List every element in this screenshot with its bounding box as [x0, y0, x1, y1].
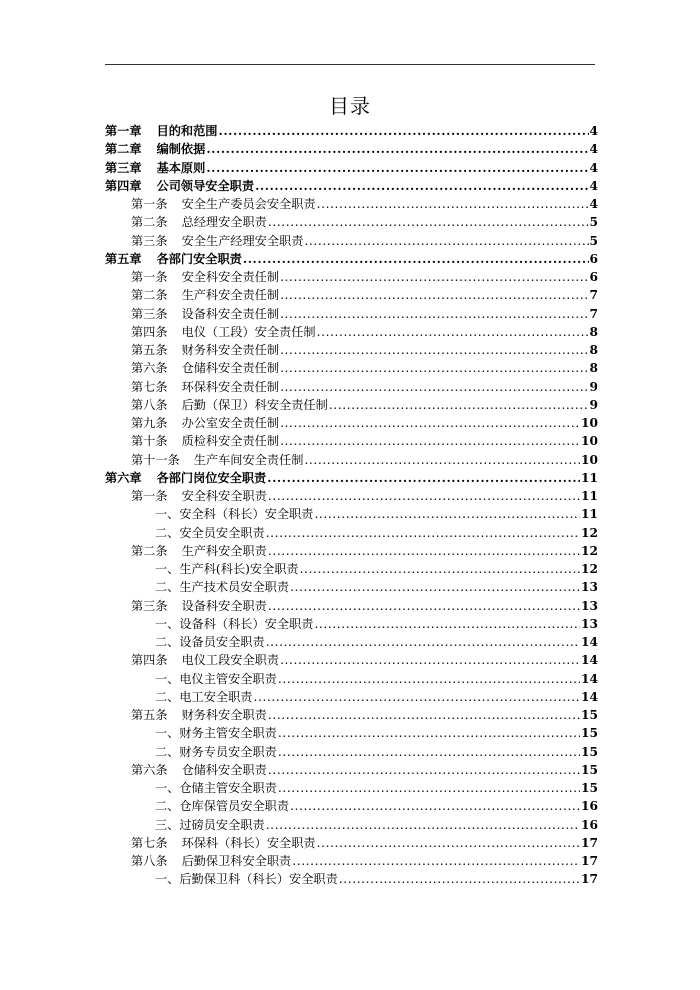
toc-entry[interactable]: [105, 597, 598, 615]
toc-entry-label: 生产科安全责任制: [181, 288, 280, 303]
toc-entry-label: 电仪工段安全职责: [181, 653, 280, 668]
toc-entry-text: [155, 524, 265, 542]
toc-entry-text: [131, 286, 279, 304]
toc-entry[interactable]: [105, 633, 598, 651]
toc-entry[interactable]: [105, 469, 598, 487]
toc-entry-text: [155, 797, 289, 815]
toc-entry[interactable]: [105, 378, 598, 396]
toc-dot-leader: [280, 268, 588, 286]
toc-entry-label: 财务科安全责任制: [181, 343, 280, 357]
toc-entry-label: 二、安全员安全职责: [155, 525, 265, 540]
toc-entry-text: [155, 670, 277, 688]
toc-page-number: 14: [581, 653, 598, 668]
toc-entry-text: [131, 761, 267, 779]
toc-entry-text: [131, 195, 316, 213]
toc-dot-leader: [268, 487, 580, 505]
toc-dot-leader: [290, 578, 580, 596]
toc-entry-label: 安全科安全责任制: [181, 270, 280, 284]
toc-entry-text: [155, 505, 313, 523]
toc-page-number: 13: [581, 616, 598, 631]
toc-entry-label: 电仪（工段）安全责任制: [181, 324, 316, 339]
toc-entry-label: 办公室安全责任制: [181, 416, 280, 430]
toc-page-number: 6: [589, 251, 598, 266]
toc-dot-leader: [278, 779, 580, 797]
toc-dot-leader: [304, 451, 580, 469]
toc-entry-number: 第三条: [131, 306, 168, 321]
toc-page-number: 12: [581, 543, 598, 558]
toc-entry-label: 各部门岗位安全职责: [156, 470, 267, 485]
toc-entry-text: [131, 396, 328, 414]
toc-dot-leader: [268, 213, 589, 231]
toc-entry-label: 安全生产委员会安全职责: [181, 197, 316, 211]
toc-page-number: 15: [581, 708, 598, 722]
toc-dot-leader: [243, 250, 589, 268]
toc-dot-leader: [280, 378, 588, 396]
toc-entry[interactable]: [105, 651, 598, 669]
toc-page-number: 13: [581, 580, 598, 595]
toc-dot-leader: [266, 633, 580, 651]
toc-entry-text: [131, 451, 303, 469]
toc-entry[interactable]: [105, 268, 598, 286]
toc-page-number: 7: [589, 288, 598, 303]
toc-entry-text: [105, 469, 266, 487]
toc-entry-text: [131, 232, 303, 250]
toc-entry-number: 第四条: [131, 653, 168, 668]
toc-dot-leader: [267, 469, 580, 487]
toc-dot-leader: [317, 323, 589, 341]
toc-page-number: 4: [589, 160, 598, 175]
toc-entry-label: 环保科（科长）安全职责: [181, 835, 316, 850]
toc-page-number: 13: [581, 598, 598, 613]
toc-entry-text: [155, 743, 277, 761]
toc-dot-leader: [268, 761, 580, 779]
toc-entry-number: 第一条: [131, 270, 168, 284]
toc-entry[interactable]: [105, 432, 598, 450]
toc-page-number: 8: [589, 343, 598, 357]
toc-entry-label: 仓储科安全职责: [181, 762, 267, 777]
toc-dot-leader: [280, 286, 588, 304]
toc-entry-number: 第二条: [131, 288, 168, 303]
toc-entry[interactable]: [105, 140, 598, 158]
toc-entry[interactable]: [105, 396, 598, 414]
toc-entry-number: 第五章: [105, 251, 142, 266]
toc-entry[interactable]: [105, 615, 598, 633]
toc-dot-leader: [300, 560, 580, 578]
toc-entry[interactable]: [105, 213, 598, 231]
toc-entry[interactable]: [105, 560, 598, 578]
toc-entry-label: 编制依据: [156, 142, 206, 157]
toc-entry-number: 第三条: [131, 233, 168, 248]
toc-entry-label: 总经理安全职责: [181, 215, 267, 230]
toc-page-number: 12: [581, 562, 598, 576]
toc-entry[interactable]: [105, 852, 598, 870]
toc-entry-label: 安全科安全职责: [181, 489, 267, 503]
toc-entry-text: [105, 250, 242, 268]
toc-entry[interactable]: [105, 870, 598, 888]
toc-entry-text: [155, 870, 338, 888]
toc-page-number: 4: [589, 178, 598, 193]
toc-entry-label: 安全生产经理安全职责: [181, 233, 304, 248]
toc-entry-text: [131, 542, 267, 560]
toc-entry-number: 第五条: [131, 708, 168, 722]
toc-entry[interactable]: [105, 232, 598, 250]
toc-page-number: 11: [581, 489, 598, 503]
toc-dot-leader: [280, 414, 580, 432]
toc-entry[interactable]: [105, 122, 598, 140]
toc-entry-text: [131, 706, 267, 724]
toc-entry-label: 一、安全科（科长）安全职责: [155, 507, 314, 522]
toc-dot-leader: [268, 706, 580, 724]
toc-entry-text: [155, 688, 253, 706]
toc-dot-leader: [317, 195, 589, 213]
toc-dot-leader: [268, 597, 580, 615]
toc-entry-number: 第七条: [131, 835, 168, 850]
toc-dot-leader: [314, 505, 580, 523]
toc-entry-label: 目的和范围: [156, 124, 218, 138]
toc-entry-number: 第八条: [131, 397, 168, 412]
toc-entry-number: 第三条: [131, 598, 168, 613]
toc-dot-leader: [280, 359, 588, 377]
toc-entry[interactable]: [105, 305, 598, 323]
toc-entry-text: [155, 633, 265, 651]
toc-dot-leader: [280, 432, 580, 450]
toc-entry[interactable]: [105, 761, 598, 779]
toc-entry-label: 一、生产科(科长)安全职责: [155, 562, 299, 576]
toc-page-number: 15: [581, 726, 598, 741]
toc-dot-leader: [278, 670, 580, 688]
toc-entry[interactable]: [105, 323, 598, 341]
toc-entry[interactable]: [105, 743, 598, 761]
toc-entry-text: [131, 597, 267, 615]
toc-entry[interactable]: [105, 834, 598, 852]
toc-entry-label: 一、电仪主管安全职责: [155, 671, 277, 686]
toc-entry-text: [131, 323, 316, 341]
toc-entry-label: 后勤（保卫）科安全责任制: [181, 397, 328, 412]
toc-dot-leader: [255, 177, 588, 195]
toc-dot-leader: [339, 870, 580, 888]
toc-entry-text: [105, 122, 218, 140]
toc-entry[interactable]: [105, 195, 598, 213]
toc-entry[interactable]: [105, 451, 598, 469]
toc-entry-text: [131, 341, 279, 359]
toc-page-number: 10: [581, 416, 598, 430]
toc-entry-text: [131, 834, 316, 852]
toc-entry-number: 第五条: [131, 343, 168, 357]
toc-entry-text: [131, 378, 279, 396]
toc-page-number: 4: [589, 124, 598, 138]
toc-page-number: 7: [589, 306, 598, 321]
toc-entry-label: 质检科安全责任制: [181, 434, 280, 449]
toc-dot-leader: [317, 834, 580, 852]
toc-entry[interactable]: [105, 359, 598, 377]
toc-entry[interactable]: [105, 724, 598, 742]
toc-page-number: 15: [581, 762, 598, 777]
toc-page-number: 5: [589, 215, 598, 230]
toc-entry-number: 第二章: [105, 142, 142, 157]
toc-entry-number: 第一条: [131, 489, 168, 503]
toc-dot-leader: [254, 688, 581, 706]
toc-entry-text: [155, 724, 277, 742]
toc-entry-label: 设备科安全职责: [181, 598, 267, 613]
toc-dot-leader: [280, 305, 588, 323]
toc-entry-label: 二、生产技术员安全职责: [155, 580, 290, 595]
toc-entry[interactable]: [105, 414, 598, 432]
toc-entry-label: 后勤保卫科安全职责: [181, 854, 292, 868]
toc-entry-number: 第六章: [105, 470, 142, 485]
toc-page-number: 4: [589, 142, 598, 157]
toc-entry-label: 生产科安全职责: [181, 543, 267, 558]
toc-entry[interactable]: [105, 779, 598, 797]
toc-dot-leader: [314, 615, 580, 633]
toc-entry[interactable]: [105, 670, 598, 688]
toc-entry-number: 第六条: [131, 762, 168, 777]
toc-entry[interactable]: [105, 816, 598, 834]
toc-page-number: 11: [581, 470, 598, 485]
toc-entry-label: 基本原则: [156, 160, 206, 175]
toc-entry-text: [105, 140, 205, 158]
toc-page-number: 9: [589, 397, 598, 412]
toc-entry-number: 第一条: [131, 197, 168, 211]
toc-dot-leader: [266, 816, 580, 834]
toc-entry[interactable]: [105, 159, 598, 177]
toc-entry-text: [105, 177, 254, 195]
toc-entry-label: 环保科安全责任制: [181, 379, 280, 394]
toc-entry-label: 财务科安全职责: [181, 708, 267, 722]
toc-dot-leader: [268, 542, 580, 560]
toc-page-number: 14: [581, 689, 598, 704]
toc-entry-number: 第十一条: [131, 452, 180, 467]
toc-entry-label: 一、仓储主管安全职责: [155, 781, 277, 795]
toc-dot-leader: [292, 852, 580, 870]
toc-entry[interactable]: [105, 797, 598, 815]
toc-entry-number: 第十条: [131, 434, 168, 449]
toc-entry[interactable]: [105, 524, 598, 542]
toc-entry-number: 第二条: [131, 543, 168, 558]
toc-page-number: 4: [589, 197, 598, 211]
toc-entry-number: 第四条: [131, 324, 168, 339]
toc-page-number: 16: [581, 799, 598, 814]
toc-page-number: 11: [581, 507, 598, 522]
toc-page-number: 14: [581, 635, 598, 649]
toc-dot-leader: [280, 341, 588, 359]
toc-dot-leader: [266, 524, 580, 542]
toc-dot-leader: [329, 396, 589, 414]
toc-dot-leader: [278, 743, 580, 761]
toc-page-number: 17: [581, 872, 598, 887]
toc-page-number: 10: [581, 452, 598, 467]
toc-page-number: 14: [581, 671, 598, 686]
toc-dot-leader: [206, 159, 588, 177]
header-rule: [105, 64, 595, 65]
toc-dot-leader: [278, 724, 580, 742]
toc-entry-label: 公司领导安全职责: [156, 178, 255, 193]
toc-entry-text: [155, 560, 299, 578]
toc-entry-number: 第八条: [131, 854, 168, 868]
toc-entry[interactable]: [105, 688, 598, 706]
toc-entry[interactable]: [105, 341, 598, 359]
toc-entry-text: [155, 779, 277, 797]
toc-dot-leader: [290, 797, 580, 815]
toc-page-number: 10: [581, 434, 598, 449]
toc-entry-text: [131, 268, 279, 286]
toc-entry-number: 第三章: [105, 160, 142, 175]
toc-entry-number: 第七条: [131, 379, 168, 394]
toc-entry[interactable]: [105, 542, 598, 560]
toc-entry-label: 三、过磅员安全职责: [155, 817, 265, 832]
toc-page-number: 15: [581, 744, 598, 759]
toc-entry-label: 一、后勤保卫科（科长）安全职责: [155, 872, 338, 887]
toc-entry[interactable]: [105, 177, 598, 195]
toc-entry-label: 二、财务专员安全职责: [155, 744, 277, 759]
toc-entry-number: 第二条: [131, 215, 168, 230]
toc-entry-number: 第一章: [105, 124, 142, 138]
toc-entry-label: 各部门安全职责: [156, 251, 242, 266]
toc-page-number: 8: [589, 324, 598, 339]
toc-entry-label: 生产车间安全责任制: [193, 452, 304, 467]
toc-entry-text: [155, 578, 289, 596]
toc-title: 目录: [329, 94, 371, 118]
toc-entry[interactable]: [105, 250, 598, 268]
toc-page-number: 9: [589, 379, 598, 394]
toc-page-number: 6: [589, 270, 598, 284]
toc-dot-leader: [219, 122, 589, 140]
toc-entry-text: [131, 432, 279, 450]
toc-page-number: 15: [581, 781, 598, 795]
toc-entry-text: [131, 305, 279, 323]
toc-entry-text: [131, 213, 267, 231]
toc-entry-number: 第四章: [105, 178, 142, 193]
toc-entry-text: [105, 159, 205, 177]
toc-page-number: 16: [581, 817, 598, 832]
toc-page-number: 17: [581, 854, 598, 868]
toc-entry-label: 仓储科安全责任制: [181, 361, 280, 376]
toc-entry-text: [131, 487, 267, 505]
toc-entry-label: 一、财务主管安全职责: [155, 726, 277, 741]
toc-page-number: 5: [589, 233, 598, 248]
toc-entry[interactable]: [105, 578, 598, 596]
toc-entry-label: 一、设备科（科长）安全职责: [155, 616, 314, 631]
toc-entry-number: 第九条: [131, 416, 168, 430]
toc-entry-text: [131, 414, 279, 432]
toc-entry[interactable]: [105, 487, 598, 505]
toc-entry-label: 设备科安全责任制: [181, 306, 280, 321]
toc-page-number: 12: [581, 525, 598, 540]
toc-entry[interactable]: [105, 505, 598, 523]
toc-dot-leader: [280, 651, 580, 669]
toc-entry[interactable]: [105, 706, 598, 724]
toc-entry-number: 第六条: [131, 361, 168, 376]
toc-entry-text: [131, 651, 279, 669]
toc-entry-text: [155, 615, 313, 633]
toc-dot-leader: [206, 140, 588, 158]
toc-dot-leader: [304, 232, 588, 250]
toc-entry[interactable]: [105, 286, 598, 304]
toc-entry-text: [155, 816, 265, 834]
toc-entry-text: [131, 852, 291, 870]
toc-entry-text: [131, 359, 279, 377]
toc-entry-label: 二、电工安全职责: [155, 689, 253, 704]
toc-entry-label: 二、设备员安全职责: [155, 635, 265, 649]
table-of-contents: [105, 122, 598, 889]
toc-entry-label: 二、仓库保管员安全职责: [155, 799, 290, 814]
toc-page-number: 17: [581, 835, 598, 850]
toc-page-number: 8: [589, 361, 598, 376]
